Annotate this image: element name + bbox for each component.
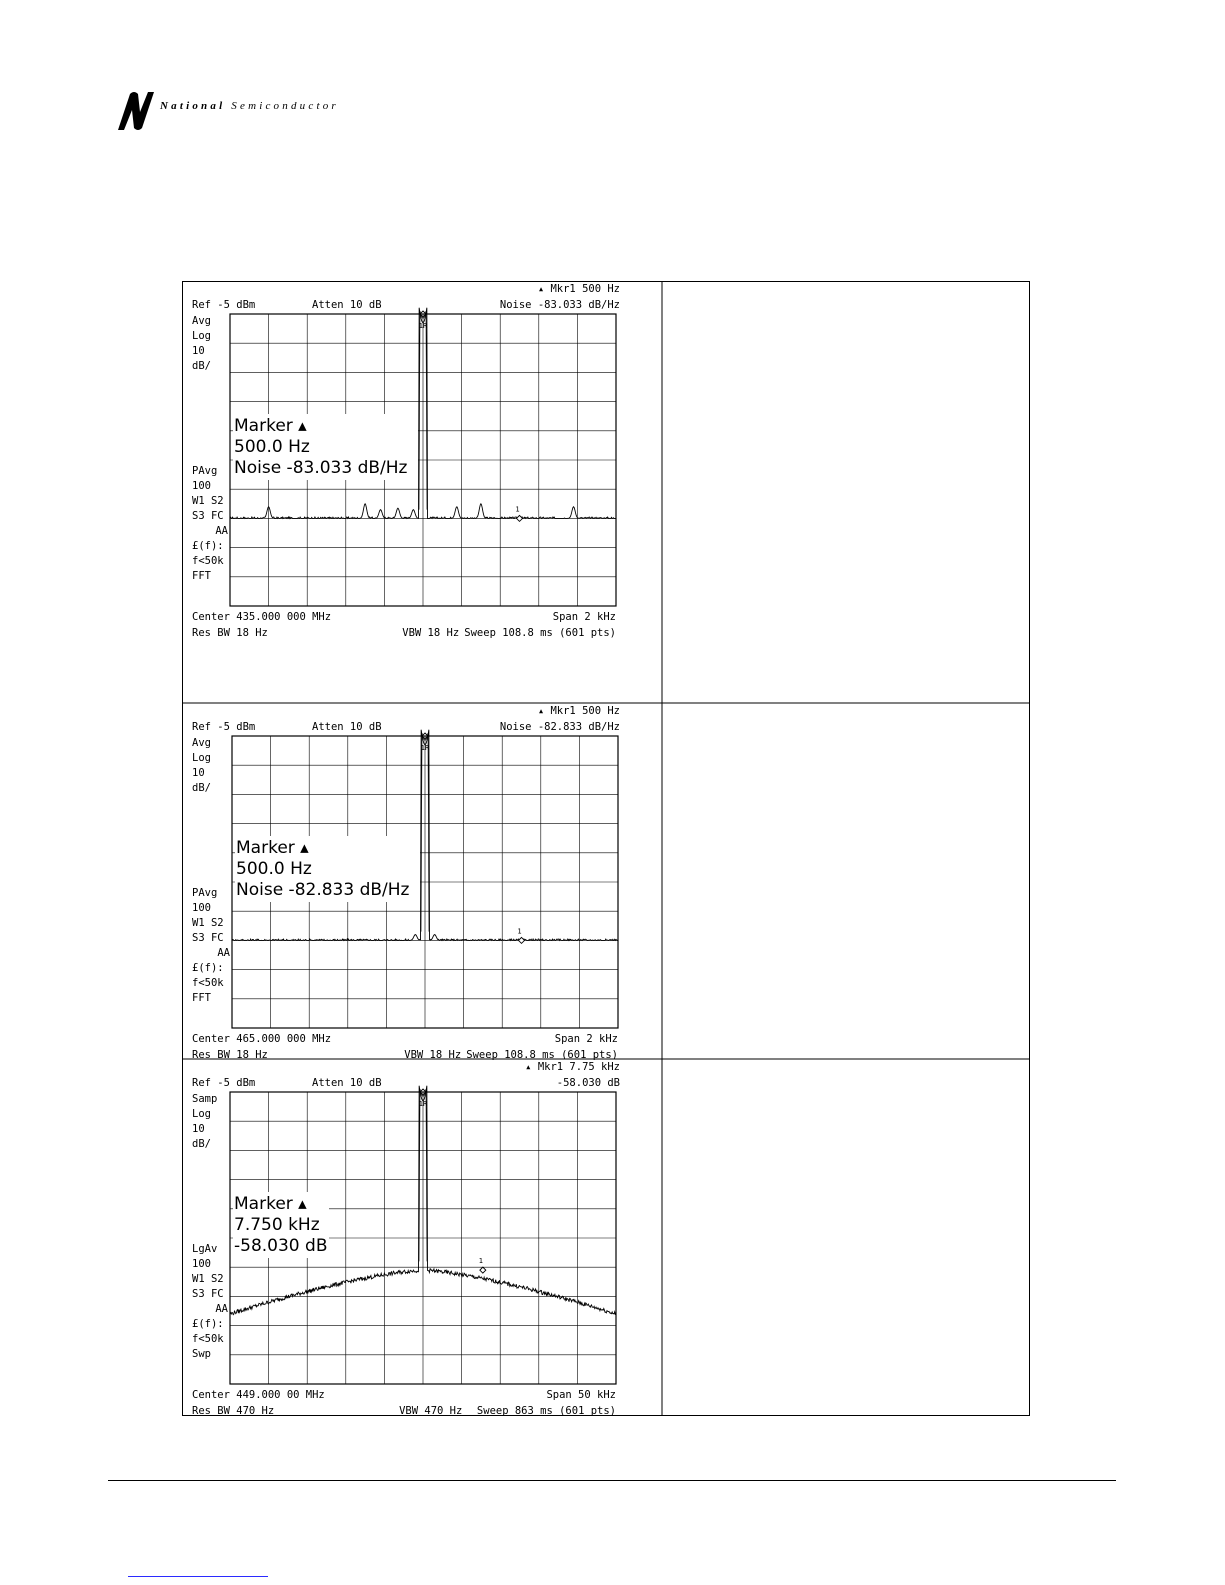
left-label: Log xyxy=(192,1108,211,1120)
left-label: dB/ xyxy=(192,1138,211,1150)
resolution-bandwidth: Res BW 18 Hz xyxy=(192,627,268,639)
left-label: 100 xyxy=(192,480,211,492)
attenuation: Atten 10 dB xyxy=(312,1077,382,1089)
left-label: W1 S2 xyxy=(192,1273,224,1285)
left-label: 100 xyxy=(192,902,211,914)
left-label: PAvg xyxy=(192,465,218,477)
left-label: 10 xyxy=(192,1123,205,1135)
delta-marker-icon xyxy=(480,1267,486,1273)
logo-brand-light: Semiconductor xyxy=(231,100,339,112)
frequency-span: Span 2 kHz xyxy=(554,1033,618,1045)
video-bandwidth: VBW 470 Hz xyxy=(399,1405,463,1416)
left-label: Avg xyxy=(192,315,211,327)
left-label: FFT xyxy=(192,992,211,1004)
center-frequency: Center 465.000 000 MHz xyxy=(192,1033,332,1045)
marker-box-line: Marker ▴ xyxy=(234,416,307,436)
reference-marker-label: 1R xyxy=(418,1100,428,1108)
left-label: Log xyxy=(192,330,211,342)
left-label: f<50k xyxy=(192,555,224,567)
sweep-time: Sweep 108.8 ms (601 pts) xyxy=(466,1049,618,1061)
left-label: W1 S2 xyxy=(192,495,224,507)
left-label: dB/ xyxy=(192,360,211,372)
marker-box-line: 500.0 Hz xyxy=(236,859,312,879)
left-label: 10 xyxy=(192,767,205,779)
left-label: FFT xyxy=(192,570,211,582)
left-label: 10 xyxy=(192,345,205,357)
delta-marker-label: 1 xyxy=(517,927,522,936)
left-label: Swp xyxy=(192,1348,211,1360)
video-bandwidth: VBW 18 Hz xyxy=(404,1049,462,1061)
center-frequency: Center 449.000 00 MHz xyxy=(192,1389,325,1401)
left-label: £(f): xyxy=(192,1318,224,1330)
national-semiconductor-logo xyxy=(110,88,390,134)
resolution-bandwidth: Res BW 18 Hz xyxy=(192,1049,268,1061)
delta-marker-label: 1 xyxy=(478,1257,483,1266)
left-label: S3 FC xyxy=(192,1288,224,1300)
left-label: AA xyxy=(217,947,230,959)
sweep-time: Sweep 863 ms (601 pts) xyxy=(476,1405,616,1416)
left-label: S3 FC xyxy=(192,510,224,522)
left-label: Samp xyxy=(192,1093,218,1105)
left-label: W1 S2 xyxy=(192,917,224,929)
resolution-bandwidth: Res BW 470 Hz xyxy=(192,1405,275,1416)
marker-box-line: Noise -83.033 dB/Hz xyxy=(234,458,408,478)
marker-box-line: 500.0 Hz xyxy=(234,437,310,457)
left-label: £(f): xyxy=(192,962,224,974)
logo-wordmark xyxy=(160,100,339,112)
left-label: dB/ xyxy=(192,782,211,794)
reference-level: Ref -5 dBm xyxy=(192,1077,256,1089)
delta-marker-label: 1 xyxy=(515,505,520,514)
marker-readout-top: ▴ Mkr1 500 Hz xyxy=(537,705,620,717)
frequency-span: Span 50 kHz xyxy=(546,1389,616,1401)
center-frequency: Center 435.000 000 MHz xyxy=(192,611,332,623)
figure-table-svg xyxy=(182,281,1030,1416)
reference-marker-label: 1R xyxy=(420,744,430,752)
logo-mark-icon xyxy=(110,88,156,134)
marker-box-line: Marker ▴ xyxy=(234,1194,307,1214)
attenuation: Atten 10 dB xyxy=(312,299,382,311)
delta-marker-icon xyxy=(517,515,523,521)
reference-level: Ref -5 dBm xyxy=(192,721,256,733)
spectrum-plot-3 xyxy=(192,1061,620,1416)
figure-table xyxy=(182,281,1030,1416)
marker-box-line: Marker ▴ xyxy=(236,838,309,858)
marker-readout: Noise -82.833 dB/Hz xyxy=(499,721,620,733)
left-label: AA xyxy=(215,525,228,537)
frequency-span: Span 2 kHz xyxy=(552,611,616,623)
marker-box-line: 7.750 kHz xyxy=(234,1215,320,1235)
left-label: Avg xyxy=(192,737,211,749)
delta-marker-icon xyxy=(519,937,525,943)
reference-level: Ref -5 dBm xyxy=(192,299,256,311)
left-label: LgAv xyxy=(192,1243,218,1255)
marker-readout: Noise -83.033 dB/Hz xyxy=(499,299,620,311)
left-label: PAvg xyxy=(192,887,218,899)
spectrum-plot-2 xyxy=(192,705,620,1061)
left-label: AA xyxy=(215,1303,228,1315)
marker-readout-top: ▴ Mkr1 500 Hz xyxy=(537,283,620,295)
left-label: Log xyxy=(192,752,211,764)
marker-readout-top: ▴ Mkr1 7.75 kHz xyxy=(525,1061,620,1073)
sweep-time: Sweep 108.8 ms (601 pts) xyxy=(464,627,616,639)
spectrum-plot-1 xyxy=(192,283,620,639)
left-label: f<50k xyxy=(192,1333,224,1345)
reference-marker-label: 1R xyxy=(418,322,428,330)
left-label: S3 FC xyxy=(192,932,224,944)
attenuation: Atten 10 dB xyxy=(312,721,382,733)
left-label: 100 xyxy=(192,1258,211,1270)
left-label: £(f): xyxy=(192,540,224,552)
video-bandwidth: VBW 18 Hz xyxy=(402,627,460,639)
left-label: f<50k xyxy=(192,977,224,989)
spectrum-plots xyxy=(192,283,620,1416)
marker-box-line: Noise -82.833 dB/Hz xyxy=(236,880,410,900)
footer-link-underline[interactable] xyxy=(128,1576,268,1577)
logo-brand-bold: National xyxy=(160,100,226,112)
marker-box-line: -58.030 dB xyxy=(234,1236,328,1256)
marker-readout: -58.030 dB xyxy=(556,1077,620,1089)
footer-rule xyxy=(108,1480,1116,1481)
